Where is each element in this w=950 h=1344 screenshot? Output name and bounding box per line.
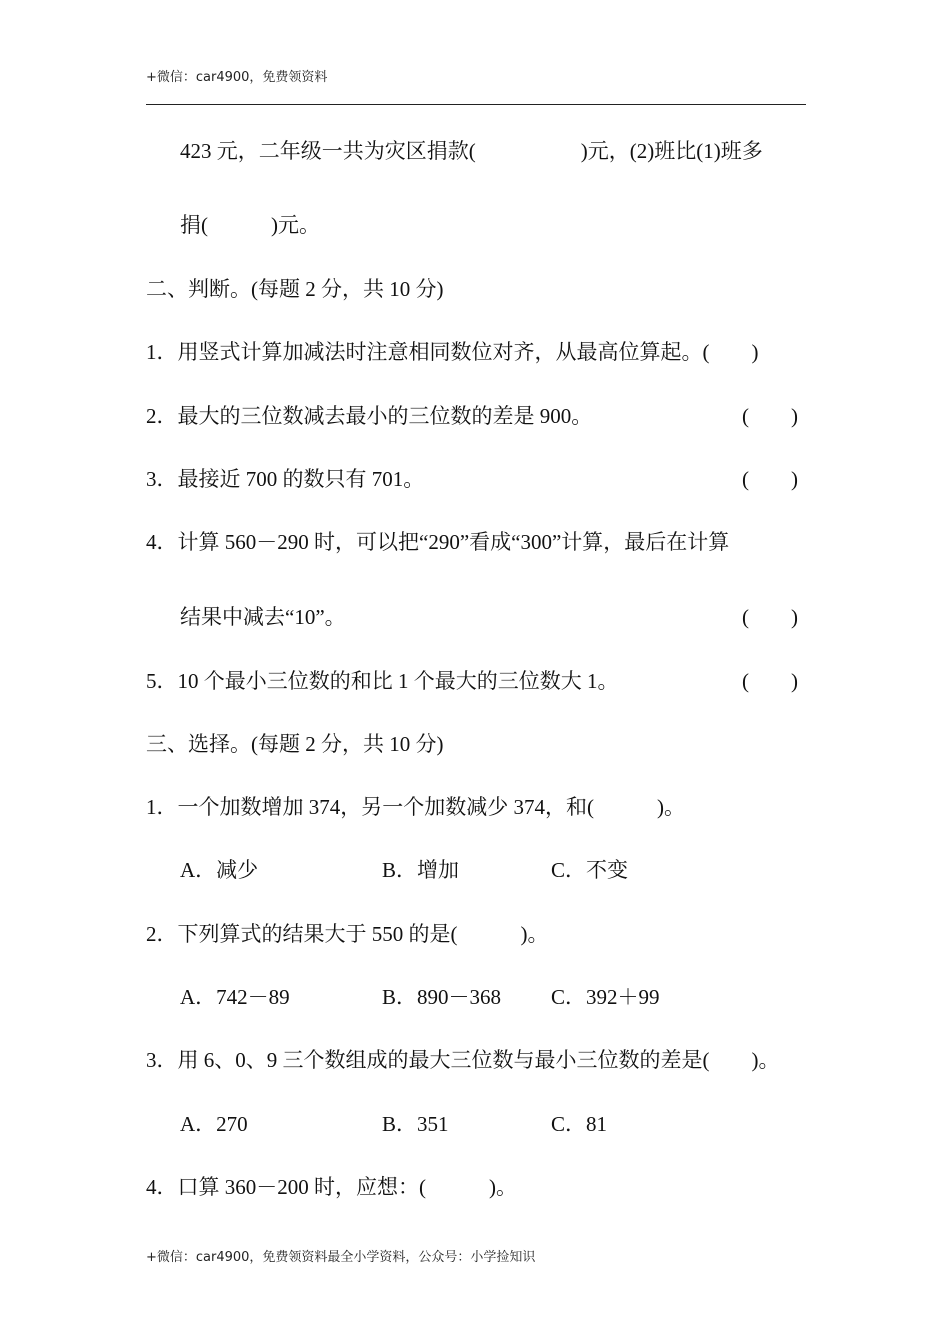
section-2-title: 二、判断。(每题 2 分，共 10 分) bbox=[146, 277, 444, 301]
choice-q1-option-b[interactable]: B．增加 bbox=[382, 858, 460, 882]
choice-q3-option-b[interactable]: B．351 bbox=[382, 1112, 449, 1136]
judge-q5-answer-blank[interactable]: ( ) bbox=[742, 669, 798, 693]
judge-q2: 2．最大的三位数减去最小的三位数的差是 900。 bbox=[146, 404, 593, 428]
choice-q3-stem: 3．用 6、0、9 三个数组成的最大三位数与最小三位数的差是( )。 bbox=[146, 1048, 780, 1072]
choice-q2-option-b[interactable]: B．890－368 bbox=[382, 985, 502, 1009]
judge-q3: 3．最接近 700 的数只有 701。 bbox=[146, 467, 425, 491]
header-note: +微信：car4900，免费领资料 bbox=[146, 70, 328, 85]
judge-q5: 5．10 个最小三位数的和比 1 个最大的三位数大 1。 bbox=[146, 669, 619, 693]
continued-question-line-1: 423 元，二年级一共为灾区捐款( )元，(2)班比(1)班多 bbox=[180, 139, 763, 163]
choice-q1-stem: 1．一个加数增加 374，另一个加数减少 374，和( )。 bbox=[146, 795, 685, 819]
judge-q2-answer-blank[interactable]: ( ) bbox=[742, 404, 798, 428]
header-rule bbox=[146, 104, 806, 105]
judge-q4-answer-blank[interactable]: ( ) bbox=[742, 605, 798, 629]
judge-q4-line-1: 4．计算 560－290 时，可以把“290”看成“300”计算，最后在计算 bbox=[146, 530, 730, 554]
choice-q2-option-c[interactable]: C．392＋99 bbox=[551, 985, 660, 1009]
choice-q2-stem: 2．下列算式的结果大于 550 的是( )。 bbox=[146, 922, 549, 946]
choice-q4-stem: 4．口算 360－200 时，应想：( )。 bbox=[146, 1175, 517, 1199]
section-3-title: 三、选择。(每题 2 分，共 10 分) bbox=[146, 732, 444, 756]
continued-question-line-2: 捐( )元。 bbox=[180, 213, 320, 237]
choice-q2-option-a[interactable]: A．742－89 bbox=[180, 985, 290, 1009]
judge-q1: 1．用竖式计算加减法时注意相同数位对齐，从最高位算起。( ) bbox=[146, 340, 759, 364]
footer-note: +微信：car4900，免费领资料最全小学资料，公众号：小学捡知识 bbox=[146, 1250, 536, 1265]
judge-q4-line-2: 结果中减去“10”。 bbox=[180, 605, 346, 629]
choice-q3-option-c[interactable]: C．81 bbox=[551, 1112, 608, 1136]
choice-q1-option-a[interactable]: A．减少 bbox=[180, 858, 259, 882]
choice-q3-option-a[interactable]: A．270 bbox=[180, 1112, 248, 1136]
choice-q1-option-c[interactable]: C．不变 bbox=[551, 858, 629, 882]
judge-q3-answer-blank[interactable]: ( ) bbox=[742, 467, 798, 491]
